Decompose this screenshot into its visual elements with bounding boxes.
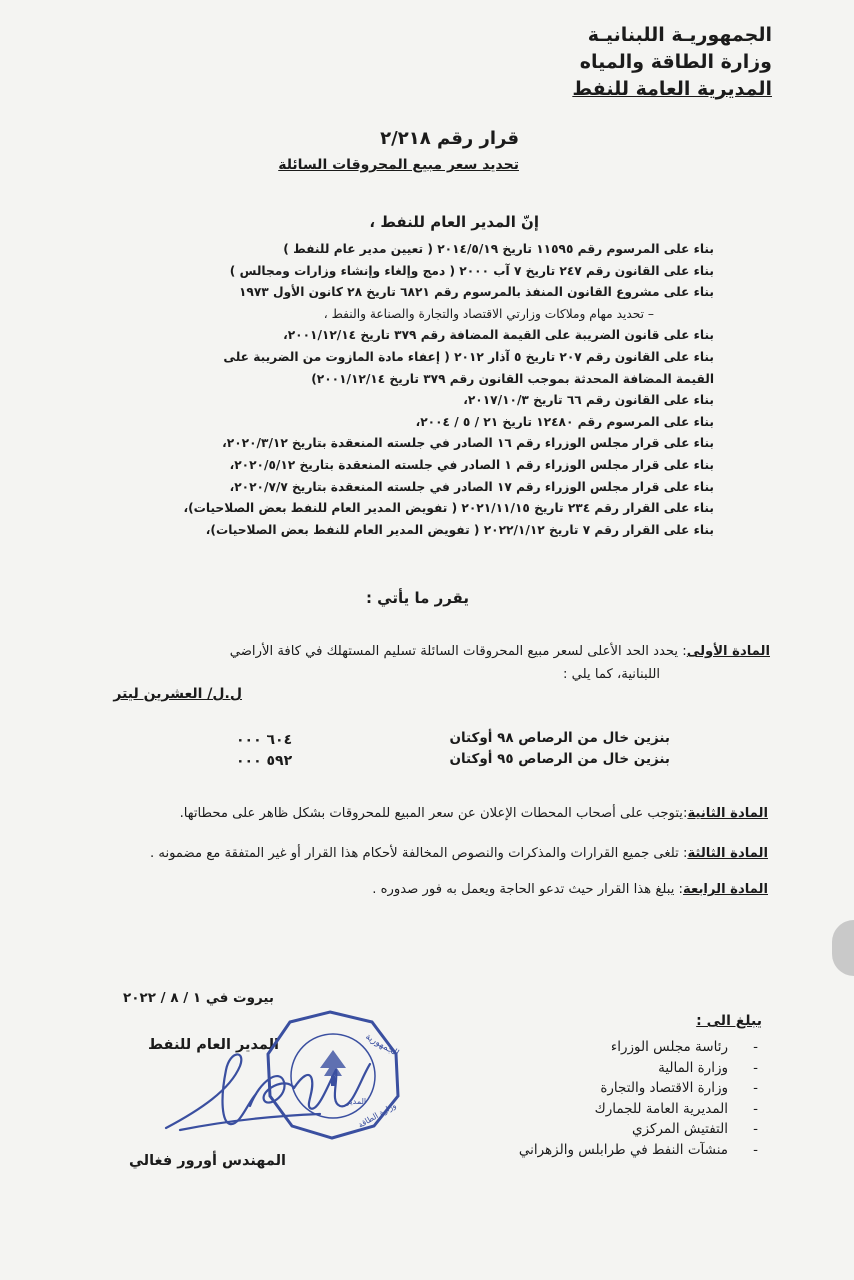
letterhead-directorate: المديرية العامة للنفط	[572, 78, 772, 100]
decision-number: قرار رقم ٢/٢١٨	[380, 128, 519, 149]
article-2-text: :يتوجب على أصحاب المحطات الإعلان عن سعر المبيع للمحروقات بشكل ظاهر على محطاتها.	[179, 806, 688, 821]
letterhead-republic: الجمهوريـة اللبنانيـة	[587, 24, 772, 46]
list-item: - المديرية العامة للجمارك	[462, 1099, 762, 1120]
stamp-and-signature	[160, 1010, 410, 1150]
article-3-text: : تلغى جميع القرارات والمذكرات والنصوص المخالفة لأحكام هذا القرار أو غير المتفقة مع مضمونه .	[149, 846, 688, 861]
preamble-line: بناء على القرار رقم ٢٣٤ تاريخ ٢٠٢١/١١/١٥ ( تفويض المدير العام للنفط بعض الصلاحيات)،	[183, 501, 714, 516]
place-date: بيروت في ١ / ٨ / ٢٠٢٢	[123, 990, 274, 1006]
preamble-line: – تحديد مهام وملاكات وزارتي الاقتصاد والتجارة والصناعة والنفط ،	[323, 306, 654, 321]
preamble-line: بناء على مشروع القانون المنفذ بالمرسوم رقم ٦٨٢١ تاريخ ٢٨ كانون الأول ١٩٧٣	[238, 285, 714, 300]
article-2	[180, 806, 768, 821]
preamble-line: بناء على المرسوم رقم ١١٥٩٥ تاريخ ٢٠١٤/٥/١٩ ( تعيين مدير عام للنفط )	[283, 242, 714, 256]
preamble-line: بناء على قرار مجلس الوزراء رقم ١٧ الصادر في جلسته المنعقدة بتاريخ ٢٠٢٠/٧/٧،	[229, 479, 714, 494]
preamble-line: بناء على القانون رقم ٦٦ تاريخ ٢٠١٧/١٠/٣،	[463, 393, 714, 408]
article-1-text-cont: اللبنانية، كما يلي :	[563, 667, 660, 682]
article-1-label: المادة الأولى	[686, 644, 770, 659]
article-1-text: : يحدد الحد الأعلى لسعر مبيع المحروقات السائلة تسليم المستهلك في كافة الأراضي	[229, 644, 687, 659]
price-item-name: بنزين خال من الرصاص ٩٥ أوكتان	[449, 751, 670, 767]
stamp-text-bottom: وزارة الطاقة	[356, 1100, 398, 1130]
signatory-name: المهندس أورور فغالي	[128, 1153, 286, 1169]
list-item: - وزارة المالية	[462, 1058, 762, 1079]
list-item: - وزارة الاقتصاد والتجارة	[462, 1078, 762, 1099]
preamble-line: بناء على القرار رقم ٧ تاريخ ٢٠٢٢/١/١٢ ( تفويض المدير العام للنفط بعض الصلاحيات)،	[205, 522, 714, 537]
price-item-value: ٦٠٤ ٠٠٠	[236, 732, 293, 748]
letterhead-ministry: وزارة الطاقة والمياه	[579, 51, 772, 73]
article-3-label: المادة الثالثة	[687, 846, 768, 861]
article-4	[372, 882, 768, 897]
notify-heading: يبلغ الى :	[696, 1013, 762, 1029]
decides-heading: يقرر ما يأتي :	[365, 589, 469, 607]
list-item: - رئاسة مجلس الوزراء	[462, 1037, 762, 1058]
scroll-handle[interactable]	[832, 920, 854, 976]
intro-line: إنّ المدير العام للنفط ،	[369, 213, 539, 231]
preamble-line: بناء على قرار مجلس الوزراء رقم ١٦ الصادر في جلسته المنعقدة بتاريخ ٢٠٢٠/٣/١٢،	[222, 436, 714, 451]
letterhead	[572, 22, 772, 103]
preamble-line: بناء على القانون رقم ٢٤٧ تاريخ ٧ آب ٢٠٠٠ ( دمج وإلغاء وإنشاء وزارات ومجالس )	[229, 263, 714, 278]
article-4-text: : يبلغ هذا القرار حيث تدعو الحاجة ويعمل به فور صدوره .	[372, 882, 683, 897]
decision-subject: تحديد سعر مبيع المحروقات السائلة	[278, 157, 519, 173]
preamble-line: بناء على قرار مجلس الوزراء رقم ١ الصادر في جلسته المنعقدة بتاريخ ٢٠٢٠/٥/١٢،	[229, 457, 714, 472]
stamp-text-top: الجمهورية	[363, 1031, 401, 1059]
price-item-name: بنزين خال من الرصاص ٩٨ أوكتان	[449, 730, 670, 746]
price-unit: ل.ل/ العشرين ليتر	[113, 686, 242, 702]
preamble	[134, 239, 714, 541]
preamble-line: بناء على المرسوم رقم ١٢٤٨٠ تاريخ ٢١ / ٥ / ٢٠٠٤،	[415, 414, 714, 429]
list-item: - منشآت النفط في طرابلس والزهراني	[462, 1140, 762, 1161]
list-item: - التفتيش المركزي	[462, 1119, 762, 1140]
article-4-label: المادة الرابعة	[683, 882, 768, 897]
notify-list	[462, 1037, 762, 1161]
stamp-text-middle: المدير	[346, 1097, 367, 1106]
price-item-value: ٥٩٢ ٠٠٠	[236, 753, 293, 769]
article-2-label: المادة الثانية	[687, 806, 768, 821]
article-1	[150, 640, 770, 686]
preamble-line: بناء على قانون الضريبة على القيمة المضافة رقم ٣٧٩ تاريخ ٢٠٠١/١٢/١٤،	[283, 328, 714, 343]
preamble-line: بناء على القانون رقم ٢٠٧ تاريخ ٥ آذار ٢٠١٢ ( إعفاء مادة المازوت من الضريبة على	[223, 349, 714, 364]
article-3	[150, 846, 768, 861]
signatory-title: المدير العام للنفط	[148, 1037, 279, 1053]
preamble-line: القيمة المضافة المحدثة بموجب القانون رقم ٣٧٩ تاريخ ٢٠٠١/١٢/١٤)	[311, 371, 714, 386]
